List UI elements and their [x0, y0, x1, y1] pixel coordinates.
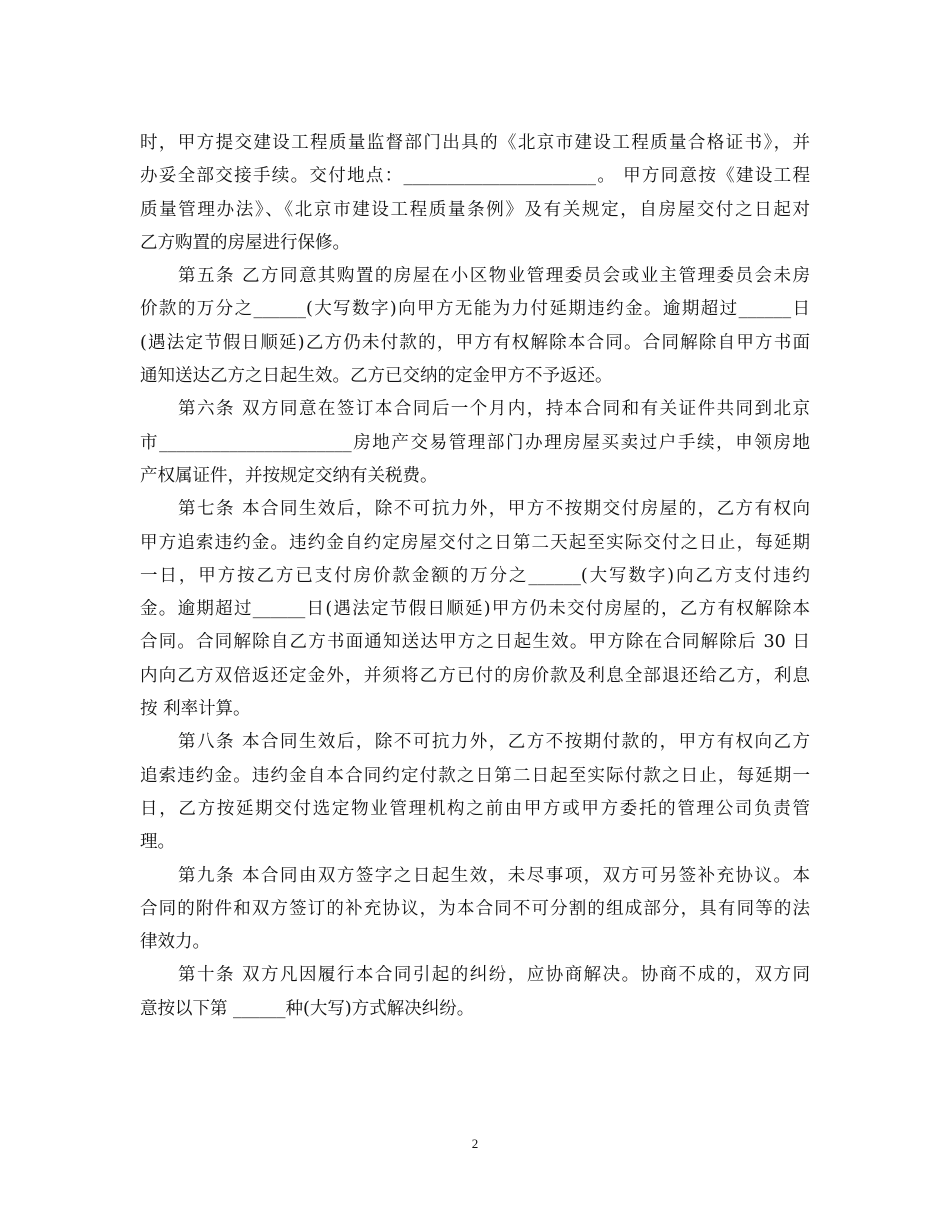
text-line: 产权属证件，并按规定交纳有关税费。: [140, 465, 438, 486]
text-line: 合同。合同解除自乙方书面通知送达甲方之日起生效。甲方除在合同解除后 30 日: [140, 632, 810, 653]
text-line: 按 利率计算。: [140, 699, 251, 720]
text-line: 时，甲方提交建设工程质量监督部门出具的《北京市建设工程质量合格证书》，并: [140, 133, 810, 153]
text-line: 追索违约金。违约金自本合同约定付款之日第二日起至实际付款之日止，每延期一: [140, 765, 810, 786]
text-line: 理。: [140, 832, 175, 853]
text-line: 通知送达乙方之日起生效。乙方已交纳的定金甲方不予返还。: [140, 366, 613, 387]
text-line: 日，乙方按延期交付选定物业管理机构之前由甲方或甲方委托的管理公司负责管: [140, 798, 810, 819]
article-7-heading-line: 第七条 本合同生效后，除不可抗力外，甲方不按期交付房屋的，乙方有权向: [178, 499, 810, 520]
text-line: 合同的附件和双方签订的补充协议，为本合同不可分割的组成部分，具有同等的法: [140, 898, 810, 919]
text-line: 金。逾期超过______日(遇法定节假日顺延)甲方仍未交付房屋的，乙方有权解除本: [140, 599, 810, 620]
text-line: 办妥全部交接手续。交付地点：______________________。 甲方同意按《建设工程: [140, 166, 810, 187]
article-6-heading-line: 第六条 双方同意在签订本合同后一个月内，持本合同和有关证件共同到北京: [178, 399, 810, 420]
text-line: 质量管理办法》、《北京市建设工程质量条例》及有关规定，自房屋交付之日起对: [140, 199, 810, 220]
text-line: 甲方追索违约金。违约金自约定房屋交付之日第二天起至实际交付之日止，每延期: [140, 532, 810, 553]
contract-body: [140, 127, 810, 1026]
text-line: 价款的万分之______(大写数字)向甲方无能为力付延期违约金。逾期超过______日: [140, 299, 810, 320]
article-8-heading-line: 第八条 本合同生效后，除不可抗力外，乙方不按期付款的，甲方有权向乙方: [178, 732, 810, 753]
text-line: 内向乙方双倍返还定金外，并须将乙方已付的房价款及利息全部退还给乙方，利息: [140, 665, 810, 686]
text-line: 律效力。: [140, 932, 210, 953]
text-line: 乙方购置的房屋进行保修。: [140, 232, 350, 253]
text-line: (遇法定节假日顺延)乙方仍未付款的，甲方有权解除本合同。合同解除自甲方书面: [140, 332, 810, 353]
article-9-heading-line: 第九条 本合同由双方签字之日起生效，未尽事项，双方可另签补充协议。本: [178, 865, 810, 886]
article-10-heading-line: 第十条 双方凡因履行本合同引起的纠纷，应协商解决。协商不成的，双方同: [178, 965, 810, 986]
text-line: 市______________________房地产交易管理部门办理房屋买卖过户手续，申领房地: [140, 432, 810, 453]
text-line: 一日，甲方按乙方已支付房价款金额的万分之______(大写数字)向乙方支付违约: [140, 565, 810, 586]
page-number: 2: [471, 1136, 479, 1151]
text-line: 意按以下第 ______种(大写)方式解决纠纷。: [140, 998, 475, 1019]
article-5-heading-line: 第五条 乙方同意其购置的房屋在小区物业管理委员会或业主管理委员会未房: [178, 266, 810, 287]
